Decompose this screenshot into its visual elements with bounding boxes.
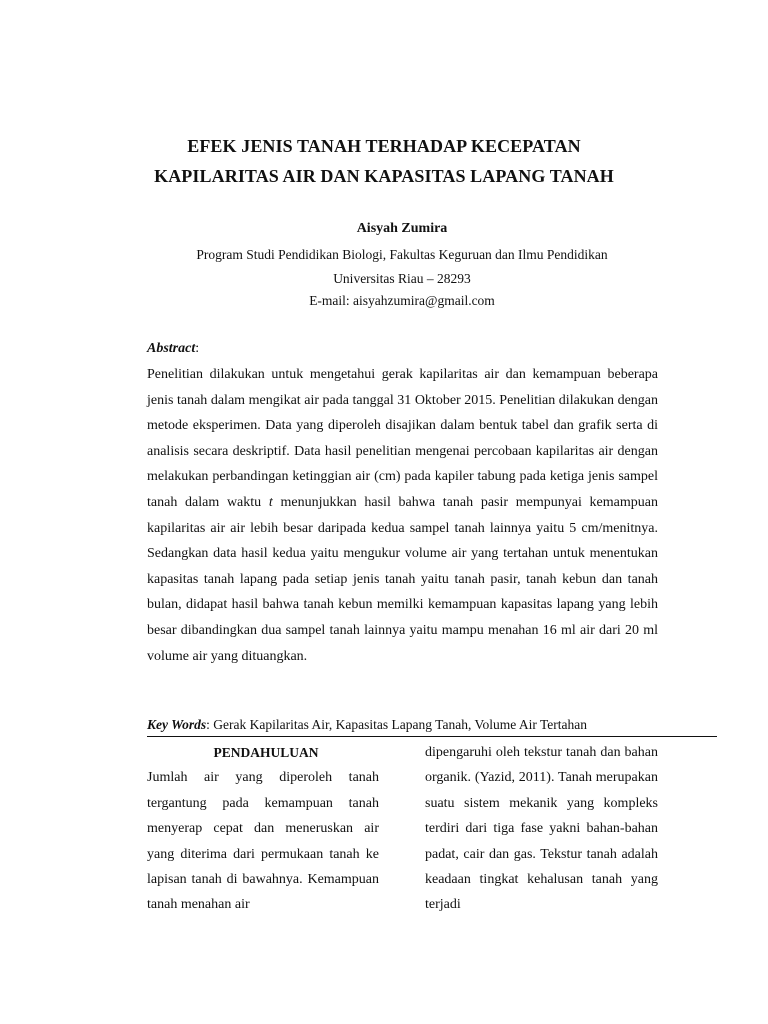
abstract-colon: : — [195, 341, 200, 356]
keywords-divider — [147, 736, 717, 737]
keywords-text: : Gerak Kapilaritas Air, Kapasitas Lapang Tanah, Volume Air Tertahan — [206, 717, 587, 732]
author-email: E-mail: aisyahzumira@gmail.com — [309, 293, 495, 308]
introduction-heading: PENDAHULUAN — [213, 745, 319, 760]
introduction-left-paragraph: Jumlah air yang diperoleh tanah tergantung pada kemampuan tanah menyerap cepat dan meneruskan air yang diterima dari permukaan tanah ke lapisan tanah di bawahnya. Kemampuan tanah menahan air — [147, 770, 379, 913]
author-name: Aisyah Zumira — [356, 221, 448, 236]
abstract-heading — [147, 341, 199, 357]
abstract-text-part-1: Penelitian dilakukan untuk mengetahui gerak kapilaritas air dan kemampuan beberapa jenis tanah dalam mengikat air pada tanggal 31 Oktober 2015. Penelitian dilakukan dengan metode eksperimen. Data yang diperoleh disajikan dalam bentuk tabel dan grafik serta di analisis secara deskriptif. Data hasil penelitian mengenai percobaan kapilaritas air dengan melakukan perbandingan ketinggian air (cm) pada kapiler tabung pada ketiga jenis sampel tanah dalam waktu — [147, 367, 658, 510]
introduction-right-paragraph: dipengaruhi oleh tekstur tanah dan bahan organik. (Yazid, 2011). Tanah merupakan suatu sistem mekanik yang kompleks terdiri dari tiga fase yakni bahan-bahan padat, cair dan gas. Tekstur tanah adalah keadaan tingkat kehalusan tanah yang terjadi — [425, 745, 658, 913]
author-affiliation-line-2: Universitas Riau – 28293 — [333, 271, 471, 286]
paper-title-line-2: KAPILARITAS AIR DAN KAPASITAS LAPANG TANAH — [154, 166, 614, 186]
abstract-body — [147, 362, 658, 669]
author-affiliation-line-1: Program Studi Pendidikan Biologi, Fakultas Keguruan dan Ilmu Pendidikan — [196, 247, 608, 262]
introduction-right-column — [425, 740, 658, 918]
abstract-label: Abstract — [147, 341, 196, 356]
keywords-line — [147, 717, 587, 733]
abstract-text-part-2: menunjukkan hasil bahwa tanah pasir mempunyai kemampuan kapilaritas air air lebih besar daripada kedua sampel tanah lainnya yaitu 5 cm/menitnya. Sedangkan data hasil kedua yaitu mengukur volume air yang tertahan untuk menentukan kapasitas tanah lapang pada setiap jenis tanah yaitu tanah pasir, tanah kebun dan tanah bulan, didapat hasil bahwa tanah kebun memilki kemampuan kapasitas lapang yang lebih besar dibandingkan dua sampel tanah lainnya yaitu mampu menahan 16 ml air dari 20 ml volume air yang dituangkan. — [147, 494, 658, 664]
introduction-left-column — [147, 740, 379, 918]
keywords-label: Key Words — [147, 717, 207, 732]
abstract-italic-t: t — [268, 494, 273, 510]
paper-title-line-1: EFEK JENIS TANAH TERHADAP KECEPATAN — [187, 136, 581, 156]
